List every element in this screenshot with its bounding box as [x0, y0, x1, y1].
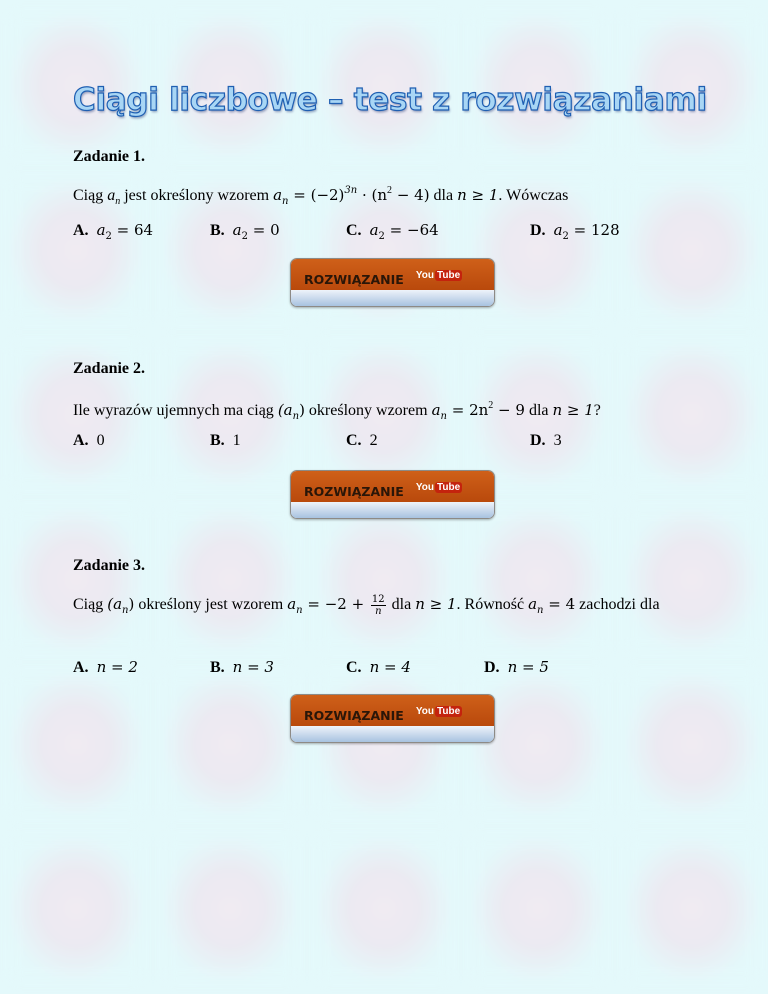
- task-3-text-4: . Równość: [456, 596, 529, 613]
- task-3-formula-a: a: [287, 595, 297, 613]
- task-2-option-b: B. 1: [210, 432, 241, 449]
- task-1-text-2: jest określony wzorem: [120, 187, 274, 204]
- task-1-option-b: B. $a_2 = 0$: [210, 221, 280, 242]
- task-3-option-a: A. n = 2: [73, 658, 138, 676]
- task-1-question: [73, 178, 713, 215]
- task-2-option-a: A. 0: [73, 432, 105, 449]
- youtube-logo-icon: You Tube: [415, 270, 461, 281]
- task-3-text-5: zachodzi dla: [575, 596, 660, 613]
- task-3-option-d: D. n = 5: [484, 658, 549, 676]
- task-3-eq-a: a: [528, 595, 538, 613]
- task-3-text-2: określony jest wzorem: [134, 596, 288, 613]
- task-1-option-a: A. $a_2 = 64$: [73, 221, 154, 242]
- youtube-logo-icon: You Tube: [415, 706, 461, 717]
- task-3-text-3: dla: [387, 596, 416, 613]
- task-2-text-2: określony wzorem: [304, 402, 432, 419]
- task-1-formula-a: a: [273, 186, 283, 204]
- solution-button-1[interactable]: [290, 258, 495, 307]
- solution-button-2[interactable]: [290, 470, 495, 519]
- task-2-seq: (a: [277, 401, 293, 419]
- task-2-option-d: D. 3: [530, 432, 562, 449]
- page-title: Ciągi liczbowe – test z rozwiązaniami: [73, 82, 707, 118]
- solution-button-label: ROZWIĄZANIE: [304, 272, 404, 287]
- task-2-formula-a: a: [431, 401, 441, 419]
- task-1-text: Ciąg: [73, 187, 108, 204]
- task-2-condition: n ≥ 1: [552, 401, 594, 419]
- task-1-option-d: D. $a_2 = 128$: [530, 221, 620, 242]
- task-1-text-4: . Wówczas: [498, 187, 569, 204]
- task-2-seq-index: n: [292, 411, 300, 422]
- task-2-question: [73, 393, 713, 430]
- task-3-question: [73, 591, 713, 624]
- task-2-seq-end: ): [299, 401, 305, 419]
- youtube-logo-icon: You Tube: [415, 482, 461, 493]
- task-2-formula-end: − 9: [493, 401, 525, 419]
- solution-button-label: ROZWIĄZANIE: [304, 484, 404, 499]
- task-3-seq: (a: [107, 595, 123, 613]
- task-1-text-3: dla: [429, 187, 458, 204]
- task-3-condition: n ≥ 1: [415, 595, 457, 613]
- task-2-option-c: C. 2: [346, 432, 378, 449]
- task-1-formula-mid: · (n: [357, 186, 388, 204]
- task-3-eq-rest: = 4: [543, 595, 576, 613]
- solution-button-label: ROZWIĄZANIE: [304, 708, 404, 723]
- task-2-formula-rest: = 2n: [446, 401, 489, 419]
- task-2-formula-exp: 2: [488, 400, 494, 411]
- task-2-heading: Zadanie 2.: [73, 360, 146, 377]
- task-3-fraction: $\frac{12}{n}$: [371, 593, 385, 617]
- task-3-seq-end: ): [128, 595, 135, 613]
- task-3-eq-index: n: [537, 605, 544, 616]
- task-3-heading: Zadanie 3.: [73, 557, 146, 574]
- task-1-heading: Zadanie 1.: [73, 148, 146, 165]
- task-1-formula-end: − 4): [392, 186, 430, 204]
- task-2-text: Ile wyrazów ujemnych ma ciąg: [73, 402, 278, 419]
- task-3-formula-rest: = −2 +: [302, 595, 369, 613]
- task-2-formula-index: n: [440, 411, 447, 422]
- task-1-seq-symbol: a: [107, 187, 116, 204]
- task-3-formula-index: n: [296, 605, 303, 616]
- task-1-formula-index: n: [282, 196, 289, 207]
- task-1-seq-index: n: [115, 196, 121, 207]
- solution-button-3[interactable]: [290, 694, 495, 743]
- task-1-condition: n ≥ 1: [457, 186, 499, 204]
- task-1-formula-exp: 3n: [344, 185, 358, 196]
- task-3-text: Ciąg: [73, 596, 108, 613]
- task-3-option-b: B. n = 3: [210, 658, 274, 676]
- task-1-option-c: C. $a_2 = -64$: [346, 221, 439, 242]
- task-3-option-c: C. n = 4: [346, 658, 411, 676]
- task-2-text-3: dla: [524, 402, 553, 419]
- task-1-formula-base: = (−2): [288, 186, 345, 204]
- task-3-seq-index: n: [122, 605, 129, 616]
- task-1-formula-exp2: 2: [387, 185, 393, 196]
- task-2-text-4: ?: [593, 402, 601, 419]
